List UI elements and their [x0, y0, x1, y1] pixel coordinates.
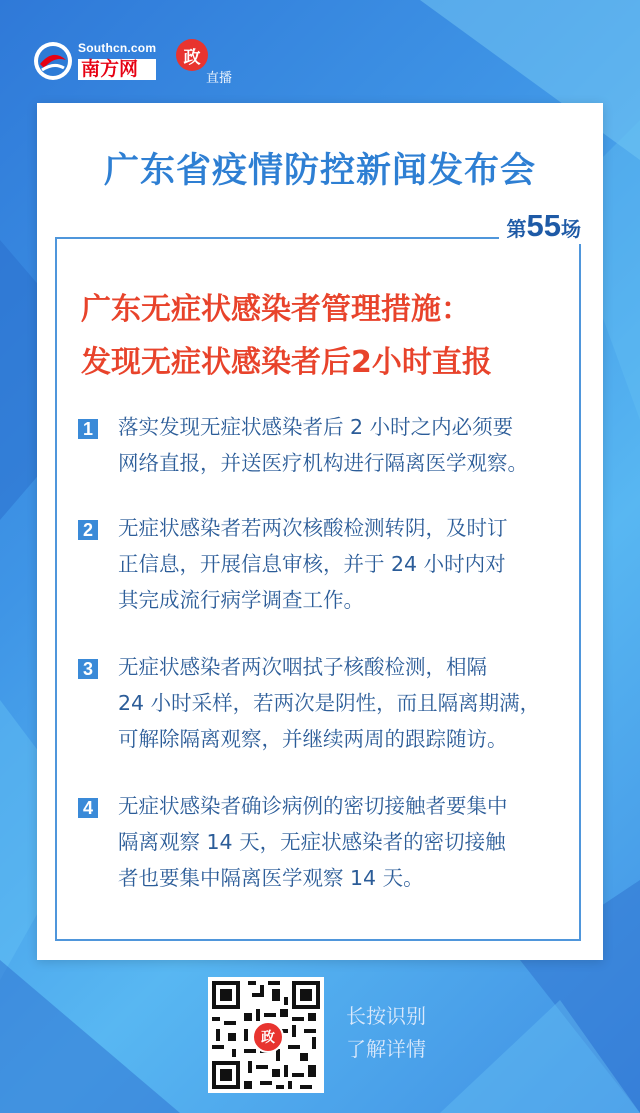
item-text-line: 无症状感染者若两次核酸检测转阴，及时订 — [118, 516, 508, 540]
headline-line-1: 广东无症状感染者管理措施： — [81, 292, 471, 327]
logo-chinese-text: 南方网 — [78, 59, 156, 80]
item-text-line: 者也要集中隔离医学观察 14 天。 — [118, 866, 424, 890]
item-text-line: 无症状感染者确诊病例的密切接触者要集中 — [118, 794, 508, 818]
session-suffix: 场 — [561, 217, 581, 241]
item-text — [118, 788, 578, 896]
logo-english-text: Southcn.com — [78, 41, 157, 55]
headline — [81, 283, 581, 389]
southcn-logo — [32, 37, 156, 85]
hint-line-2: 了解详情 — [346, 1037, 426, 1061]
qr-center-logo-icon: 政 — [252, 1021, 284, 1053]
hint-line-1: 长按识别 — [346, 1004, 426, 1028]
zheng-badge-icon: 政 — [176, 39, 208, 71]
headline-line-2: 发现无症状感染者后2小时直报 — [81, 345, 492, 380]
item-text-line: 可解除隔离观察，并继续两周的跟踪随访。 — [118, 727, 508, 751]
item-number-badge: 3 — [78, 659, 98, 679]
item-text-line: 落实发现无症状感染者后 2 小时之内必须要 — [118, 415, 514, 439]
qr-code[interactable] — [208, 977, 324, 1093]
item-text — [118, 409, 578, 481]
session-number: 55 — [526, 208, 561, 243]
session-label — [499, 208, 585, 244]
item-text-line: 正信息，开展信息审核，并于 24 小时内对 — [118, 552, 506, 576]
item-number-badge: 2 — [78, 520, 98, 540]
item-text-line: 其完成流行病学调查工作。 — [118, 588, 364, 612]
zhibo-logo — [176, 37, 246, 85]
page-title: 广东省疫情防控新闻发布会 — [103, 151, 536, 191]
press-release-card — [37, 103, 603, 960]
item-text — [118, 510, 578, 618]
qr-hint — [346, 1000, 426, 1066]
item-number-badge: 4 — [78, 798, 98, 818]
item-text — [118, 649, 578, 757]
southcn-emblem-icon — [32, 40, 74, 82]
item-text-line: 无症状感染者两次咽拭子核酸检测，相隔 — [118, 655, 487, 679]
zhibo-label: 直播 — [206, 71, 233, 86]
item-text-line: 24 小时采样，若两次是阴性，而且隔离期满， — [118, 691, 541, 715]
item-text-line: 网络直报，并送医疗机构进行隔离医学观察。 — [118, 451, 528, 475]
item-number-badge: 1 — [78, 419, 98, 439]
item-text-line: 隔离观察 14 天，无症状感染者的密切接触 — [118, 830, 506, 854]
session-prefix: 第 — [506, 217, 527, 241]
